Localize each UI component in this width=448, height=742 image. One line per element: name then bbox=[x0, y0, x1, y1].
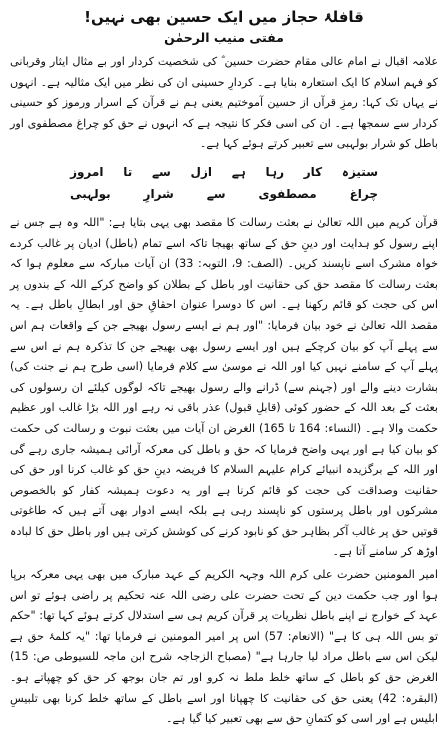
couplet-word: رہا bbox=[265, 164, 284, 179]
couplet-word: سے bbox=[206, 186, 226, 201]
couplet-word: ہے bbox=[231, 164, 246, 179]
couplet-word: بولہبی bbox=[70, 186, 111, 201]
body-paragraph-2: امیر المومنین حضرت علی کرم اللہ وجہہ الکریم کے عہد مبارک میں بھی یہی معرکہ برپا ہوا اور جب حکمت دین کے تحت حضرت علی رضی اللہ عنہ تحکیم پر راضی ہوئے تو اس عہد کے خوارج نے اپنے باطل نظریات پر قرآن کریم ہی سے استدلال کرتے ہوئے کہا تھا: "حکم تو بس اللہ ہی کا ہے" (الانعام: 57) اس پر امیر المومنین نے فرمایا تھا: "یہ کلمۂ حق ہے لیکن اس سے باطل مراد لیا جارہا ہے" (مصباح الزجاجہ شرح ابن ماجہ للسیوطی ص: 15) الغرض حق کو باطل کے ساتھ خلط ملط نہ کرو اور تم جان بوجھ کر حق کو چھپاتے ہو۔ (البقرہ: 42) یعنی حق کی حقانیت کا چھپانا اور اسے باطل کے ساتھ خلط کرنا بھی تلبیسِ ابلیس ہے اور اسی کو کتمانِ حق سے بھی تعبیر کیا گیا ہے۔ bbox=[10, 568, 439, 726]
couplet-word: مصطفوی bbox=[258, 186, 317, 201]
couplet-line-2 bbox=[10, 183, 438, 205]
couplet-word: شرارِ bbox=[143, 186, 174, 201]
article-title: قافلۂ حجاز میں ایک حسین بھی نہیں! bbox=[84, 8, 364, 26]
couplet-word: سے bbox=[151, 164, 171, 179]
couplet-word: امروز bbox=[70, 164, 104, 179]
couplet-word: تا bbox=[123, 164, 133, 179]
couplet-word: ستیزہ bbox=[341, 164, 378, 179]
body-paragraph-1: قرآن کریم میں اللہ تعالیٰ نے بعثت رسالت کا مقصد بھی یہی بتایا ہے: "اللہ وہ ہے جس نے اپنے رسول کو ہدایت اور دینِ حق کے ساتھ بھیجا تاکہ اسے تمام (باطل) ادیان پر غالب کردے خواہ مشرک اسے ناپسند کریں۔ (الصف: 9، التوبہ: 33) ان آیات مبارکہ سے معلوم ہوا کہ بعثت رسالت کا مقصد حق کی حقانیت اور باطل کے بطلان کو واضح کرکے اللہ کے بندوں پر اس کی حجت کو قائم رکھنا ہے۔ اس کا دوسرا عنوان احقاقِ حق اور ابطالِ باطل ہے۔ یہ مقصد اللہ تعالیٰ نے خود بیان فرمایا: "اور ہم نے ایسے رسول بھیجے جن کے واقعات ہم اس سے پہلے آپ کو بیان کرچکے ہیں اور ایسے رسول بھی بھیجے جن کا تذکرہ ہم نے اس سے پہلے آپ کے سامنے نہیں کیا اور اللہ نے موسیٰ سے کلام فرمایا (اسی طرح ہم نے جنت کی) بشارت دینے والے اور (جہنم سے) ڈرانے والے رسول بھیجے تاکہ لوگوں کیلئے ان رسولوں کی بعثت کے بعد اللہ کے حضور کوئی (قابلِ قبول) عذر باقی نہ رہے اور اللہ بڑا غالب اور عظیم حکمت والا ہے۔ (النساء: 164 تا 165) الغرض ان آیات میں بعثت نبوت و رسالت کی حکمت کو بیان کیا ہے اور یہی واضح فرمایا کہ حق و باطل کی معرکہ آرائی ہمیشہ جاری رہے گی اور اللہ کے برگزیدہ انبیائے کرام علیہم السلام کا فریضہ دینِ حق کو غالب کرنا اور حق کی حقانیت وصداقت کی حجت کو قائم کرنا ہے اور یہ دعوت ہمیشہ کفار کو بالخصوص مشرکوں اور باطل پرستوں کو ناپسند رہی ہے بلکہ ایسے ادوار بھی آتے ہیں کہ طاغوتی قوتیں حق پر غالب آکر بظاہر حق کو نابود کرنے کی کوشش کرتی ہیں اور باطل حق کا لبادہ اوڑھ کر سامنے آتا ہے۔ bbox=[10, 215, 439, 559]
couplet-word: ازل bbox=[190, 164, 212, 179]
author-name: مفتی منیب الرحمٰن bbox=[164, 30, 284, 45]
couplet-word: کار bbox=[303, 164, 323, 179]
couplet-line-1 bbox=[10, 161, 438, 183]
intro-paragraph: علامہ اقبال نے امام عالی مقام حضرت حسین ؓ کی شخصیت کردار اور بے مثال ایثار وقربانی کو فہم اسلام کا ایک استعارہ بنایا ہے۔ کردارِ حسینی ان کی نظر میں ایک مثالیہ ہے۔ انہوں نے یہاں تک کہا: رمزِ قرآں از حسین آموختیم یعنی ہم نے قرآن کے اسرار ورموز کو حسینی کردار سے سمجھا ہے۔ ان کی اسی فکر کا نتیجہ ہے کہ انہوں نے حق کو چراغ مصطفوی اور باطل کو شرار بولہبی سے تعبیر کرتے ہوئے کہا ہے۔ bbox=[10, 55, 438, 151]
couplet bbox=[10, 161, 438, 205]
couplet-word: چراغ bbox=[349, 186, 378, 201]
